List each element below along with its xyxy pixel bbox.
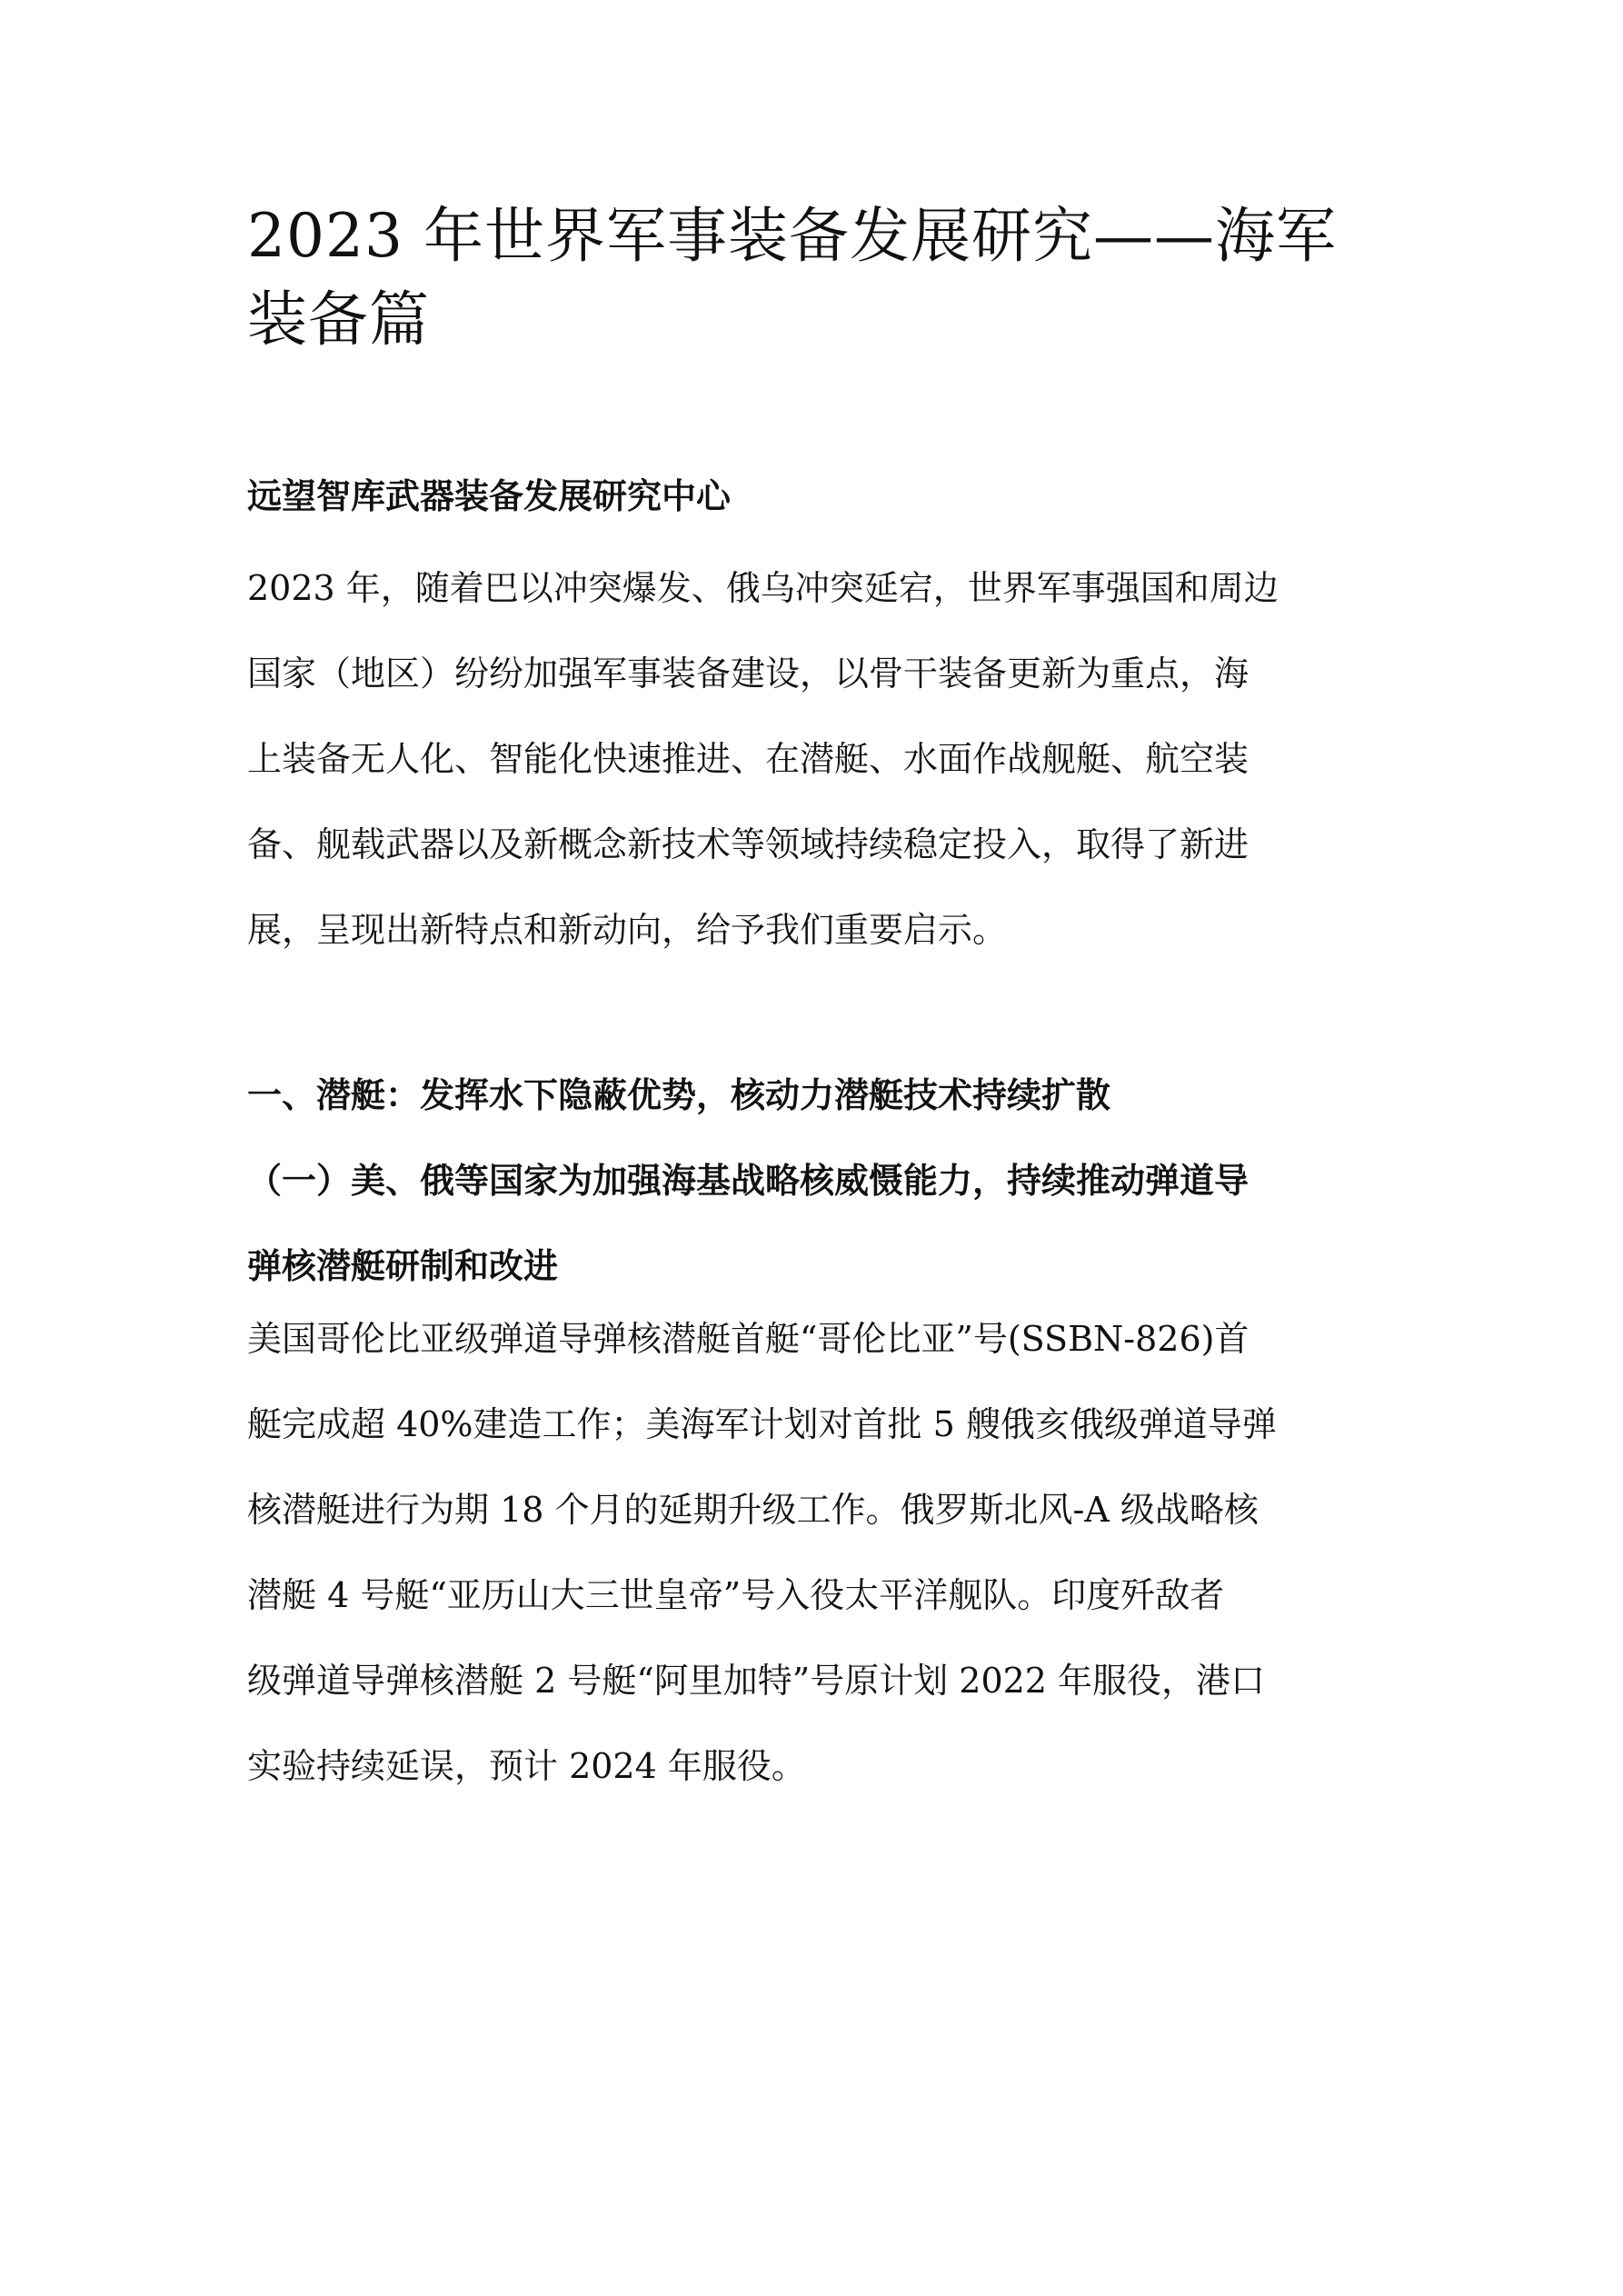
title-line-1: 2023 年世界军事装备发展研究——海军	[247, 201, 1337, 271]
document-title	[247, 195, 1383, 362]
body-line-4: 潜艇 4 号艇“亚历山大三世皇帝”号入役太平洋舰队。印度歼敌者	[247, 1575, 1225, 1615]
intro-line-4: 备、舰载武器以及新概念新技术等领域持续稳定投入，取得了新进	[247, 824, 1250, 864]
intro-line-5: 展，呈现出新特点和新动向，给予我们重要启示。	[247, 910, 1008, 950]
intro-line-3: 上装备无人化、智能化快速推进、在潜艇、水面作战舰艇、航空装	[247, 739, 1250, 779]
section-1-heading	[247, 1053, 1110, 1138]
section-1-heading-text: 一、潜艇：发挥水下隐蔽优势，核动力潜艇技术持续扩散	[247, 1075, 1111, 1115]
intro-line-2: 国家（地区）纷纷加强军事装备建设，以骨干装备更新为重点，海	[247, 654, 1250, 694]
body-line-1: 美国哥伦比亚级弹道导弹核潜艇首艇“哥伦比亚”号(SSBN-826)首	[247, 1319, 1250, 1359]
intro-paragraph	[247, 545, 1392, 973]
body-line-3: 核潜艇进行为期 18 个月的延期升级工作。俄罗斯北风-A 级战略核	[247, 1490, 1259, 1530]
subsection-1-heading-line-1: （一）美、俄等国家为加强海基战略核威慑能力，持续推动弹道导	[247, 1161, 1250, 1201]
subsection-1-heading-line-2: 弹核潜艇研制和改进	[247, 1246, 559, 1286]
author-line: 远望智库武器装备发展研究中心	[247, 476, 732, 516]
subsection-1-heading	[247, 1138, 1249, 1309]
intro-line-1: 2023 年，随着巴以冲突爆发、俄乌冲突延宕，世界军事强国和周边	[247, 568, 1279, 608]
title-line-2: 装备篇	[247, 285, 430, 354]
body-line-6: 实验持续延误，预计 2024 年服役。	[247, 1746, 806, 1786]
body-line-2: 艇完成超 40%建造工作；美海军计划对首批 5 艘俄亥俄级弹道导弹	[247, 1404, 1277, 1444]
body-line-5: 级弹道导弹核潜艇 2 号艇“阿里加特”号原计划 2022 年服役，港口	[247, 1661, 1266, 1701]
subsection-1-body	[247, 1296, 1392, 1809]
